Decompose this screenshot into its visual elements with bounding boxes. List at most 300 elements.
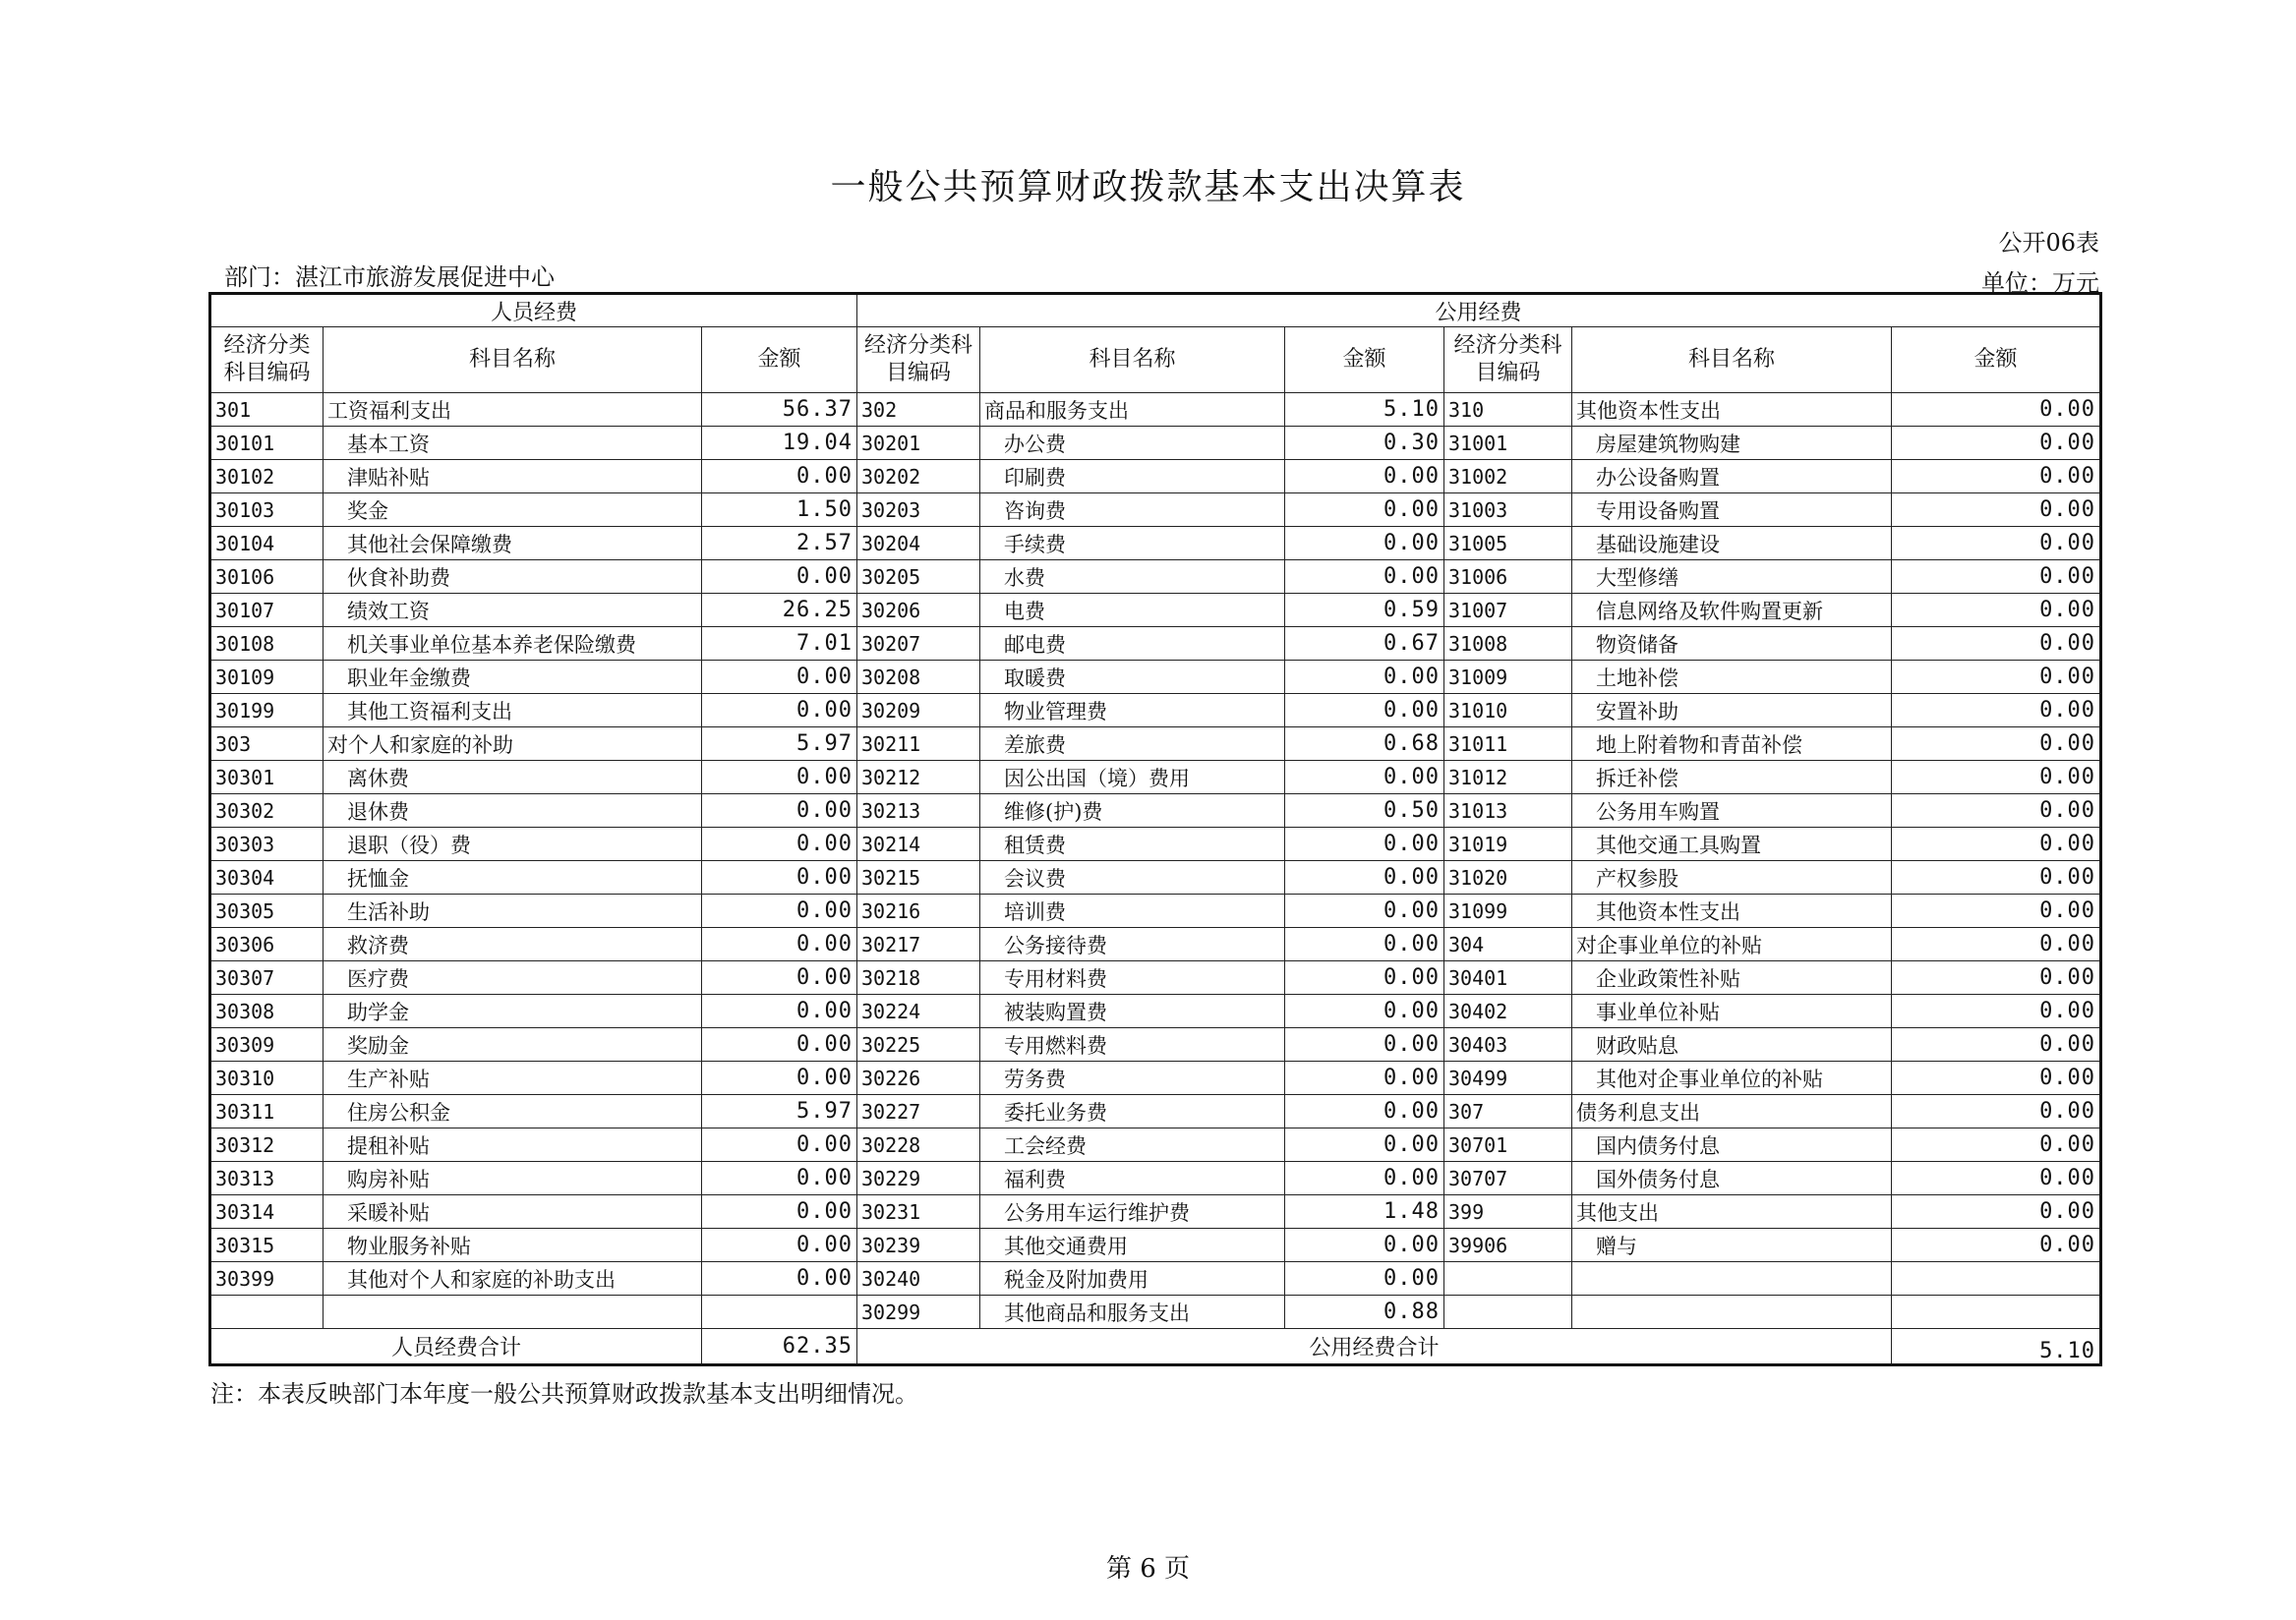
name-cell: 国内债务付息: [1572, 1128, 1892, 1162]
amount-cell: 56.37: [702, 393, 857, 427]
amount-cell: 0.00: [1285, 895, 1444, 928]
amount-cell: [702, 1296, 857, 1329]
name-cell: 其他交通工具购置: [1572, 828, 1892, 861]
code-cell: 30217: [857, 928, 980, 961]
table-row: [210, 995, 2101, 1028]
amount-col-header: 金额: [1892, 327, 2101, 393]
page-number: 第 6 页: [1105, 1554, 1191, 1584]
amount-cell: 0.00: [1285, 560, 1444, 594]
name-cell: 其他资本性支出: [1572, 393, 1892, 427]
amount-cell: 0.00: [702, 995, 857, 1028]
code-cell: 310: [1444, 393, 1572, 427]
code-cell: 30104: [210, 527, 324, 560]
unit-label: 单位：万元: [1981, 269, 2099, 297]
code-cell: 31013: [1444, 794, 1572, 828]
name-cell: 医疗费: [324, 961, 702, 995]
code-cell: 31006: [1444, 560, 1572, 594]
name-cell: 对个人和家庭的补助: [324, 727, 702, 761]
name-cell: 税金及附加费用: [980, 1262, 1285, 1296]
name-cell: 差旅费: [980, 727, 1285, 761]
code-cell: [1444, 1296, 1572, 1329]
code-cell: 30109: [210, 661, 324, 694]
amount-cell: 0.00: [1892, 393, 2101, 427]
code-cell: 30313: [210, 1162, 324, 1195]
name-cell: 电费: [980, 594, 1285, 627]
code-cell: 30401: [1444, 961, 1572, 995]
personnel-total-label: 人员经费合计: [210, 1329, 702, 1365]
name-cell: 取暖费: [980, 661, 1285, 694]
amount-cell: 0.00: [1892, 861, 2101, 895]
name-cell: 专用材料费: [980, 961, 1285, 995]
table-row: [210, 393, 2101, 427]
code-cell: 31099: [1444, 895, 1572, 928]
table-row: [210, 928, 2101, 961]
name-cell: 地上附着物和青苗补偿: [1572, 727, 1892, 761]
code-cell: 30305: [210, 895, 324, 928]
personnel-total-amount: 62.35: [702, 1329, 857, 1365]
amount-cell: 0.00: [1892, 995, 2101, 1028]
code-cell: 30214: [857, 828, 980, 861]
code-cell: 30211: [857, 727, 980, 761]
code-cell: 30307: [210, 961, 324, 995]
name-cell: 绩效工资: [324, 594, 702, 627]
name-cell: 办公费: [980, 427, 1285, 460]
name-cell: 赠与: [1572, 1229, 1892, 1262]
name-cell: 因公出国（境）费用: [980, 761, 1285, 794]
name-cell: 物业服务补贴: [324, 1229, 702, 1262]
amount-cell: 0.00: [1892, 1195, 2101, 1229]
name-cell: 基本工资: [324, 427, 702, 460]
code-cell: 30213: [857, 794, 980, 828]
table-note: 注：本表反映部门本年度一般公共预算财政拨款基本支出明细情况。: [210, 1380, 918, 1408]
table-row: [210, 661, 2101, 694]
table-row: [210, 460, 2101, 493]
public-total-amount: 5.10: [1892, 1329, 2101, 1365]
amount-cell: 0.00: [702, 895, 857, 928]
amount-cell: 5.97: [702, 1095, 857, 1128]
code-cell: 30218: [857, 961, 980, 995]
name-cell: 抚恤金: [324, 861, 702, 895]
name-cell: 工资福利支出: [324, 393, 702, 427]
name-cell: 办公设备购置: [1572, 460, 1892, 493]
table-row: [210, 527, 2101, 560]
table-row: [210, 828, 2101, 861]
name-cell: 津贴补贴: [324, 460, 702, 493]
code-cell: 30102: [210, 460, 324, 493]
amount-cell: 19.04: [702, 427, 857, 460]
code-cell: 31005: [1444, 527, 1572, 560]
name-cell: 其他资本性支出: [1572, 895, 1892, 928]
name-cell: 印刷费: [980, 460, 1285, 493]
table-row: [210, 427, 2101, 460]
amount-cell: 0.00: [1285, 460, 1444, 493]
amount-cell: 0.00: [1892, 794, 2101, 828]
amount-cell: 0.00: [1285, 493, 1444, 527]
amount-cell: 0.00: [1892, 1128, 2101, 1162]
amount-cell: 0.67: [1285, 627, 1444, 661]
code-cell: 30301: [210, 761, 324, 794]
code-cell: 30306: [210, 928, 324, 961]
amount-cell: 0.00: [1285, 1028, 1444, 1062]
code-col-header: 经济分类科目编码: [210, 327, 324, 393]
amount-cell: 0.00: [1285, 1262, 1444, 1296]
code-cell: 303: [210, 727, 324, 761]
table-row: [210, 895, 2101, 928]
code-cell: 30204: [857, 527, 980, 560]
amount-cell: 0.00: [1892, 895, 2101, 928]
name-cell: 物资储备: [1572, 627, 1892, 661]
name-cell: 奖金: [324, 493, 702, 527]
amount-cell: 0.00: [702, 460, 857, 493]
code-cell: 30205: [857, 560, 980, 594]
name-cell: 财政贴息: [1572, 1028, 1892, 1062]
code-cell: 30207: [857, 627, 980, 661]
amount-cell: 0.00: [702, 560, 857, 594]
amount-cell: 0.00: [1892, 761, 2101, 794]
amount-cell: 0.00: [1892, 1229, 2101, 1262]
amount-cell: 5.97: [702, 727, 857, 761]
amount-cell: 1.48: [1285, 1195, 1444, 1229]
amount-cell: 0.00: [702, 1195, 857, 1229]
name-cell: 大型修缮: [1572, 560, 1892, 594]
amount-cell: 0.00: [1892, 1062, 2101, 1095]
code-cell: 30206: [857, 594, 980, 627]
code-cell: 30403: [1444, 1028, 1572, 1062]
name-cell: 奖励金: [324, 1028, 702, 1062]
name-cell: [1572, 1296, 1892, 1329]
code-cell: 30228: [857, 1128, 980, 1162]
code-cell: 30311: [210, 1095, 324, 1128]
name-cell: 住房公积金: [324, 1095, 702, 1128]
amount-col-header: 金额: [1285, 327, 1444, 393]
code-cell: 301: [210, 393, 324, 427]
code-cell: 30499: [1444, 1062, 1572, 1095]
amount-cell: 0.00: [1285, 995, 1444, 1028]
code-cell: 31003: [1444, 493, 1572, 527]
amount-cell: 0.00: [1892, 460, 2101, 493]
amount-cell: 0.00: [1892, 694, 2101, 727]
name-cell: 退职（役）费: [324, 828, 702, 861]
name-cell: 退休费: [324, 794, 702, 828]
name-cell: 商品和服务支出: [980, 393, 1285, 427]
table-row: [210, 1062, 2101, 1095]
name-cell: [324, 1296, 702, 1329]
code-cell: 30312: [210, 1128, 324, 1162]
public-header: 公用经费: [857, 294, 2101, 327]
amount-cell: 0.00: [702, 1028, 857, 1062]
amount-cell: 0.00: [702, 1262, 857, 1296]
name-cell: 救济费: [324, 928, 702, 961]
amount-cell: 0.00: [1892, 560, 2101, 594]
name-cell: 其他交通费用: [980, 1229, 1285, 1262]
code-cell: 302: [857, 393, 980, 427]
code-cell: 30315: [210, 1229, 324, 1262]
code-cell: 30399: [210, 1262, 324, 1296]
code-cell: 31020: [1444, 861, 1572, 895]
table-row: [210, 1162, 2101, 1195]
amount-cell: 0.68: [1285, 727, 1444, 761]
amount-cell: [1892, 1262, 2101, 1296]
name-cell: 其他工资福利支出: [324, 694, 702, 727]
name-cell: 公务接待费: [980, 928, 1285, 961]
table-row: [210, 1128, 2101, 1162]
name-cell: 公务用车购置: [1572, 794, 1892, 828]
code-cell: 31019: [1444, 828, 1572, 861]
code-cell: 31009: [1444, 661, 1572, 694]
amount-cell: 0.00: [1892, 527, 2101, 560]
code-cell: 30203: [857, 493, 980, 527]
code-cell: 30106: [210, 560, 324, 594]
amount-cell: 0.00: [702, 1162, 857, 1195]
amount-cell: 0.00: [1892, 928, 2101, 961]
name-cell: 物业管理费: [980, 694, 1285, 727]
name-cell: 采暖补贴: [324, 1195, 702, 1229]
name-cell: 水费: [980, 560, 1285, 594]
name-cell: 其他对企事业单位的补贴: [1572, 1062, 1892, 1095]
name-col-header: 科目名称: [1572, 327, 1892, 393]
code-cell: 30240: [857, 1262, 980, 1296]
code-cell: [1444, 1262, 1572, 1296]
table-row: [210, 1262, 2101, 1296]
code-cell: 30402: [1444, 995, 1572, 1028]
table-row: [210, 627, 2101, 661]
code-cell: 30202: [857, 460, 980, 493]
name-cell: 维修(护)费: [980, 794, 1285, 828]
name-cell: 国外债务付息: [1572, 1162, 1892, 1195]
amount-cell: 0.00: [1285, 694, 1444, 727]
amount-cell: 0.00: [1892, 961, 2101, 995]
name-cell: 被装购置费: [980, 995, 1285, 1028]
amount-cell: 0.00: [1892, 1095, 2101, 1128]
name-cell: 公务用车运行维护费: [980, 1195, 1285, 1229]
name-cell: 拆迁补偿: [1572, 761, 1892, 794]
table-row: [210, 961, 2101, 995]
amount-cell: 0.00: [1285, 1162, 1444, 1195]
code-cell: 30314: [210, 1195, 324, 1229]
amount-cell: 0.50: [1285, 794, 1444, 828]
department-label: 部门：湛江市旅游发展促进中心: [224, 263, 555, 291]
name-cell: 安置补助: [1572, 694, 1892, 727]
expenditure-table: [208, 292, 2102, 1366]
code-cell: 30226: [857, 1062, 980, 1095]
amount-cell: 0.59: [1285, 594, 1444, 627]
amount-cell: 0.00: [702, 761, 857, 794]
name-cell: 生产补贴: [324, 1062, 702, 1095]
amount-cell: 0.00: [702, 1128, 857, 1162]
name-cell: 其他社会保障缴费: [324, 527, 702, 560]
amount-cell: 0.00: [702, 1062, 857, 1095]
code-cell: 30208: [857, 661, 980, 694]
name-cell: 房屋建筑物购建: [1572, 427, 1892, 460]
amount-cell: 0.88: [1285, 1296, 1444, 1329]
name-col-header: 科目名称: [324, 327, 702, 393]
amount-cell: 0.00: [702, 861, 857, 895]
name-cell: 信息网络及软件购置更新: [1572, 594, 1892, 627]
table-row: [210, 1028, 2101, 1062]
name-cell: 劳务费: [980, 1062, 1285, 1095]
name-cell: 助学金: [324, 995, 702, 1028]
amount-cell: 0.00: [1285, 828, 1444, 861]
code-cell: 31008: [1444, 627, 1572, 661]
table-row: [210, 1095, 2101, 1128]
amount-cell: 0.00: [1285, 527, 1444, 560]
name-cell: 其他支出: [1572, 1195, 1892, 1229]
table-row: [210, 694, 2101, 727]
name-cell: [1572, 1262, 1892, 1296]
name-col-header: 科目名称: [980, 327, 1285, 393]
amount-cell: 0.00: [1285, 661, 1444, 694]
name-cell: 其他商品和服务支出: [980, 1296, 1285, 1329]
amount-cell: 0.00: [1285, 761, 1444, 794]
amount-cell: 0.30: [1285, 427, 1444, 460]
code-cell: 399: [1444, 1195, 1572, 1229]
amount-cell: 0.00: [1892, 427, 2101, 460]
name-cell: 事业单位补贴: [1572, 995, 1892, 1028]
name-cell: 产权参股: [1572, 861, 1892, 895]
code-cell: 30239: [857, 1229, 980, 1262]
code-cell: 30701: [1444, 1128, 1572, 1162]
code-col-header: 经济分类科目编码: [857, 327, 980, 393]
code-cell: 31011: [1444, 727, 1572, 761]
public-total-label: 公用经费合计: [857, 1329, 1892, 1365]
personnel-header: 人员经费: [210, 294, 857, 327]
name-cell: 培训费: [980, 895, 1285, 928]
code-cell: 30304: [210, 861, 324, 895]
amount-cell: 0.00: [1892, 627, 2101, 661]
code-cell: 31002: [1444, 460, 1572, 493]
amount-cell: 0.00: [1892, 1162, 2101, 1195]
code-cell: 31007: [1444, 594, 1572, 627]
amount-cell: 0.00: [702, 828, 857, 861]
code-cell: 30209: [857, 694, 980, 727]
amount-cell: 0.00: [1285, 961, 1444, 995]
name-cell: 提租补贴: [324, 1128, 702, 1162]
form-number: 公开06表: [1998, 229, 2099, 257]
table-row: [210, 1195, 2101, 1229]
name-cell: 机关事业单位基本养老保险缴费: [324, 627, 702, 661]
name-cell: 伙食补助费: [324, 560, 702, 594]
table-row: [210, 493, 2101, 527]
table-row: [210, 727, 2101, 761]
code-cell: 30216: [857, 895, 980, 928]
name-cell: 会议费: [980, 861, 1285, 895]
code-cell: 30101: [210, 427, 324, 460]
code-cell: 30199: [210, 694, 324, 727]
amount-cell: 0.00: [1285, 861, 1444, 895]
name-cell: 委托业务费: [980, 1095, 1285, 1128]
name-cell: 租赁费: [980, 828, 1285, 861]
amount-cell: 0.00: [1892, 727, 2101, 761]
code-cell: 30103: [210, 493, 324, 527]
amount-cell: 0.00: [1892, 594, 2101, 627]
name-cell: 福利费: [980, 1162, 1285, 1195]
name-cell: 专用设备购置: [1572, 493, 1892, 527]
code-cell: 30299: [857, 1296, 980, 1329]
amount-cell: 7.01: [702, 627, 857, 661]
name-cell: 土地补偿: [1572, 661, 1892, 694]
code-cell: 31010: [1444, 694, 1572, 727]
amount-cell: 1.50: [702, 493, 857, 527]
name-cell: 债务利息支出: [1572, 1095, 1892, 1128]
name-cell: 购房补贴: [324, 1162, 702, 1195]
table-row: [210, 861, 2101, 895]
page-title: 一般公共预算财政拨款基本支出决算表: [830, 167, 1466, 207]
code-cell: 30303: [210, 828, 324, 861]
name-cell: 职业年金缴费: [324, 661, 702, 694]
table-row: [210, 594, 2101, 627]
name-cell: 咨询费: [980, 493, 1285, 527]
code-cell: 30310: [210, 1062, 324, 1095]
name-cell: 对企事业单位的补贴: [1572, 928, 1892, 961]
code-cell: 31001: [1444, 427, 1572, 460]
code-cell: 30201: [857, 427, 980, 460]
amount-cell: 0.00: [702, 661, 857, 694]
code-cell: 39906: [1444, 1229, 1572, 1262]
amount-cell: 0.00: [1892, 1028, 2101, 1062]
code-cell: 30231: [857, 1195, 980, 1229]
code-cell: 307: [1444, 1095, 1572, 1128]
table-row: [210, 1229, 2101, 1262]
name-cell: 其他对个人和家庭的补助支出: [324, 1262, 702, 1296]
amount-cell: 0.00: [1285, 1128, 1444, 1162]
amount-cell: 0.00: [702, 694, 857, 727]
table-row: [210, 794, 2101, 828]
code-cell: 304: [1444, 928, 1572, 961]
amount-cell: 0.00: [702, 961, 857, 995]
amount-cell: 0.00: [1892, 661, 2101, 694]
code-cell: 30229: [857, 1162, 980, 1195]
name-cell: 基础设施建设: [1572, 527, 1892, 560]
amount-cell: 0.00: [1285, 1229, 1444, 1262]
code-cell: 30227: [857, 1095, 980, 1128]
code-cell: 31012: [1444, 761, 1572, 794]
amount-cell: 0.00: [1285, 928, 1444, 961]
table-row: [210, 560, 2101, 594]
code-cell: 30309: [210, 1028, 324, 1062]
code-cell: 30215: [857, 861, 980, 895]
code-cell: 30225: [857, 1028, 980, 1062]
amount-cell: [1892, 1296, 2101, 1329]
amount-col-header: 金额: [702, 327, 857, 393]
amount-cell: 0.00: [702, 928, 857, 961]
code-cell: 30302: [210, 794, 324, 828]
amount-cell: 0.00: [1285, 1095, 1444, 1128]
name-cell: 专用燃料费: [980, 1028, 1285, 1062]
amount-cell: 0.00: [1892, 828, 2101, 861]
table-row: [210, 761, 2101, 794]
name-cell: 离休费: [324, 761, 702, 794]
name-cell: 邮电费: [980, 627, 1285, 661]
name-cell: 生活补助: [324, 895, 702, 928]
amount-cell: 0.00: [1285, 1062, 1444, 1095]
name-cell: 企业政策性补贴: [1572, 961, 1892, 995]
name-cell: 工会经费: [980, 1128, 1285, 1162]
code-cell: 30108: [210, 627, 324, 661]
table-row: [210, 1296, 2101, 1329]
amount-cell: 5.10: [1285, 393, 1444, 427]
amount-cell: 0.00: [1892, 493, 2101, 527]
code-cell: 30707: [1444, 1162, 1572, 1195]
code-cell: 30308: [210, 995, 324, 1028]
amount-cell: 2.57: [702, 527, 857, 560]
code-col-header: 经济分类科目编码: [1444, 327, 1572, 393]
code-cell: 30212: [857, 761, 980, 794]
amount-cell: 0.00: [702, 1229, 857, 1262]
code-cell: 30224: [857, 995, 980, 1028]
code-cell: 30107: [210, 594, 324, 627]
name-cell: 手续费: [980, 527, 1285, 560]
code-cell: [210, 1296, 324, 1329]
